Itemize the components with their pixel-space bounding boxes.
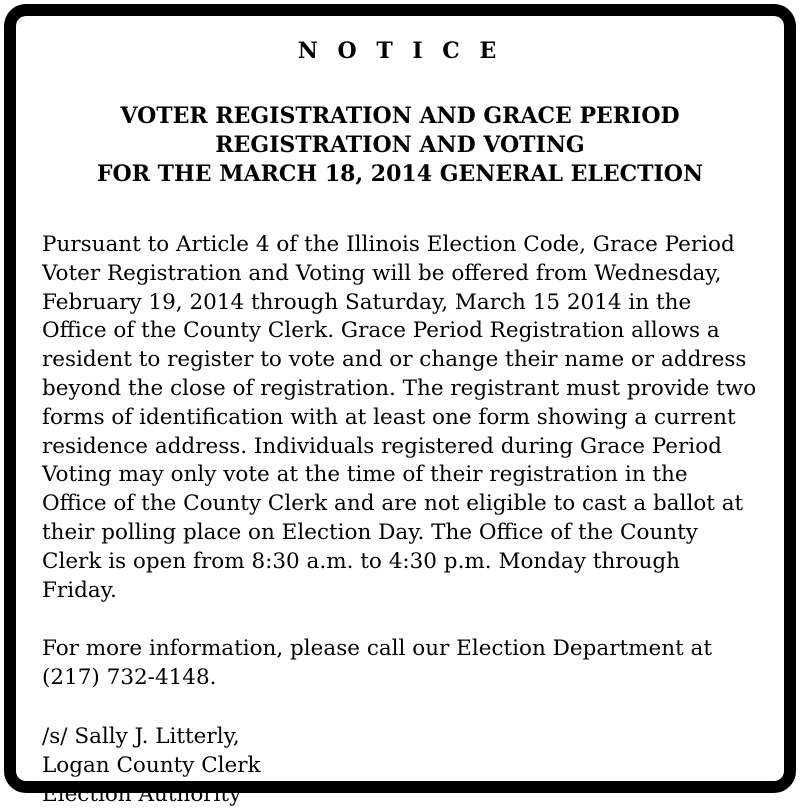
signature-block	[42, 723, 758, 809]
notice-body-paragraph: Pursuant to Article 4 of the Illinois Election Code, Grace Period Voter Registration and Voting will be offered from Wednesday, February 19, 2014 through Saturday, March 15 2014 in the Office of the County Clerk. Grace Period Registration allows a resident to register to vote and or change their name or address beyond the close of registration. The registrant must provide two forms of identification with at least one form showing a current residence address. Individuals registered during Grace Period Voting may only vote at the time of their registration in the Office of the County Clerk and are not eligible to cast a ballot at their polling place on Election Day. The Office of the County Clerk is open from 8:30 a.m. to 4:30 p.m. Monday through Friday.	[42, 232, 757, 603]
heading-line-1: VOTER REGISTRATION AND GRACE PERIOD	[120, 103, 680, 129]
signature-authority: Election Authority	[42, 781, 242, 807]
contact-info-paragraph: For more information, please call our Election Department at (217) 732-4148.	[42, 636, 712, 691]
signature-name: /s/ Sally J. Litterly,	[42, 724, 240, 750]
document-content-area	[16, 16, 784, 807]
heading-line-3: FOR THE MARCH 18, 2014 GENERAL ELECTION	[96, 161, 704, 188]
notice-title: N O T I C E	[297, 38, 503, 64]
notice-heading	[42, 102, 758, 189]
signature-title: Logan County Clerk	[42, 752, 261, 778]
document-border-frame	[4, 4, 796, 807]
heading-line-2: REGISTRATION AND VOTING	[215, 132, 585, 159]
